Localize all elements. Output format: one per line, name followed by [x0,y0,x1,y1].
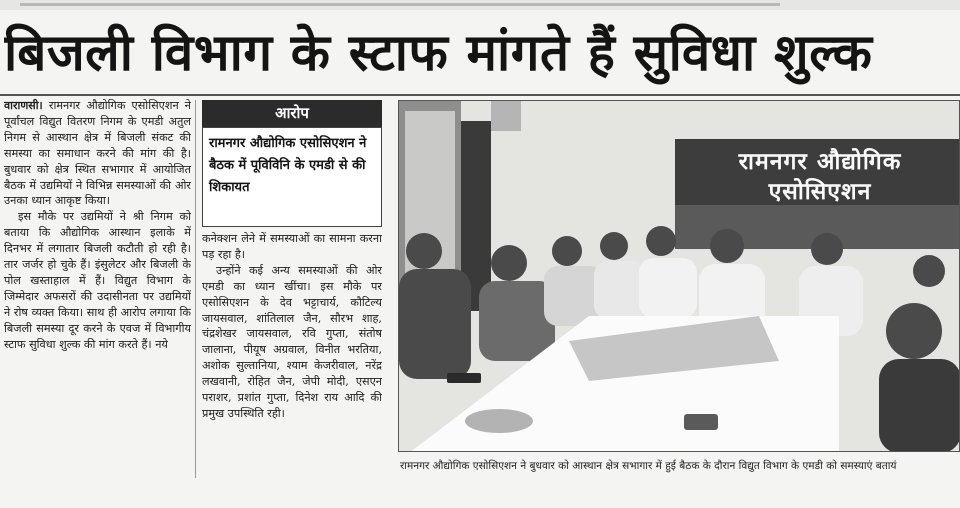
previous-page-strip [0,0,960,10]
paragraph-1-text: रामनगर औद्योगिक एसोसिएशन ने पूर्वांचल विद्युत वितरण निगम के एमडी अतुल निगम से आस्थान क्षेत्र में बिजली संकट की समस्या का समाधान करने की मांग की है। बुधवार को क्षेत्र स्थित सभागार में आयोजित बैठक में उद्यमियों ने विभिन्न समस्याओं की ओर उनका ध्यान आकृष्ट किया। [4,99,191,208]
photo-caption: रामनगर औद्योगिक एसोसिएशन ने बुधवार को आस्थान क्षेत्र सभागार में हुई बैठक के दौरान विद्युत विभाग के एमडी को समस्याएं बतायं [400,460,897,472]
highlight-box: रामनगर औद्योगिक एसोसिएशन ने बैठक में पूविविनि के एमडी से की शिकायत [202,127,382,227]
meeting-photo [398,100,960,452]
paragraph-1 [4,98,191,209]
article-column-2 [202,231,382,480]
dateline: वाराणसी। [4,99,43,112]
article-column-1 [4,98,191,480]
allegation-tag: आरोप [202,100,382,127]
paragraph-3: कनेक्शन लेने में समस्याओं का सामना करना पड़ रहा है। [202,232,382,261]
headline-rule [0,94,960,96]
headline: बिजली विभाग के स्टाफ मांगते हैं सुविधा शुल्क [4,24,873,83]
paragraph-4: उन्होंने कई अन्य समस्याओं की ओर एमडी का ध्यान खींचा। इस मौके पर एसोसिएशन के देव भट्टाचार्य, कौटिल्य जायसवाल, शांतिलाल जैन, सौरभ शाह, चंद्रशेखर जायसवाल, रवि गुप्ता, संतोष जालाना, पीयूष अग्रवाल, विनीत भरतिया, अशोक सुल्तानिया, श्याम केजरीवाल, नरेंद्र लखवानी, रोहित जैन, जेपी मोदी, एसएन पराशर, प्रशांत गुप्ता, दिनेश राय आदि की प्रमुख उपस्थिति रही। [202,263,382,420]
next-headline-cut [0,486,960,508]
banner-text: रामनगर औद्योगिक एसोसिएशन [738,149,902,205]
paragraph-2: इस मौके पर उद्यमियों ने श्री निगम को बताया कि औद्योगिक आस्थान इलाके में दिनभर में लगातार बिजली कटौती हो रही है। तार जर्जर हो चुके हैं। इंसुलेटर और बिजली के पोल खस्ताहाल में हैं। विद्युत विभाग के जिम्मेदार अफसरों की उदासीनता पर उद्यमियों ने रोष व्यक्त किया। साथ ही आरोप लगाया कि बिजली समस्या दूर करने के एवज में विभागीय स्टाफ सुविधा शुल्क की मांग करते हैं। नये [4,210,191,351]
column-divider [195,100,196,478]
